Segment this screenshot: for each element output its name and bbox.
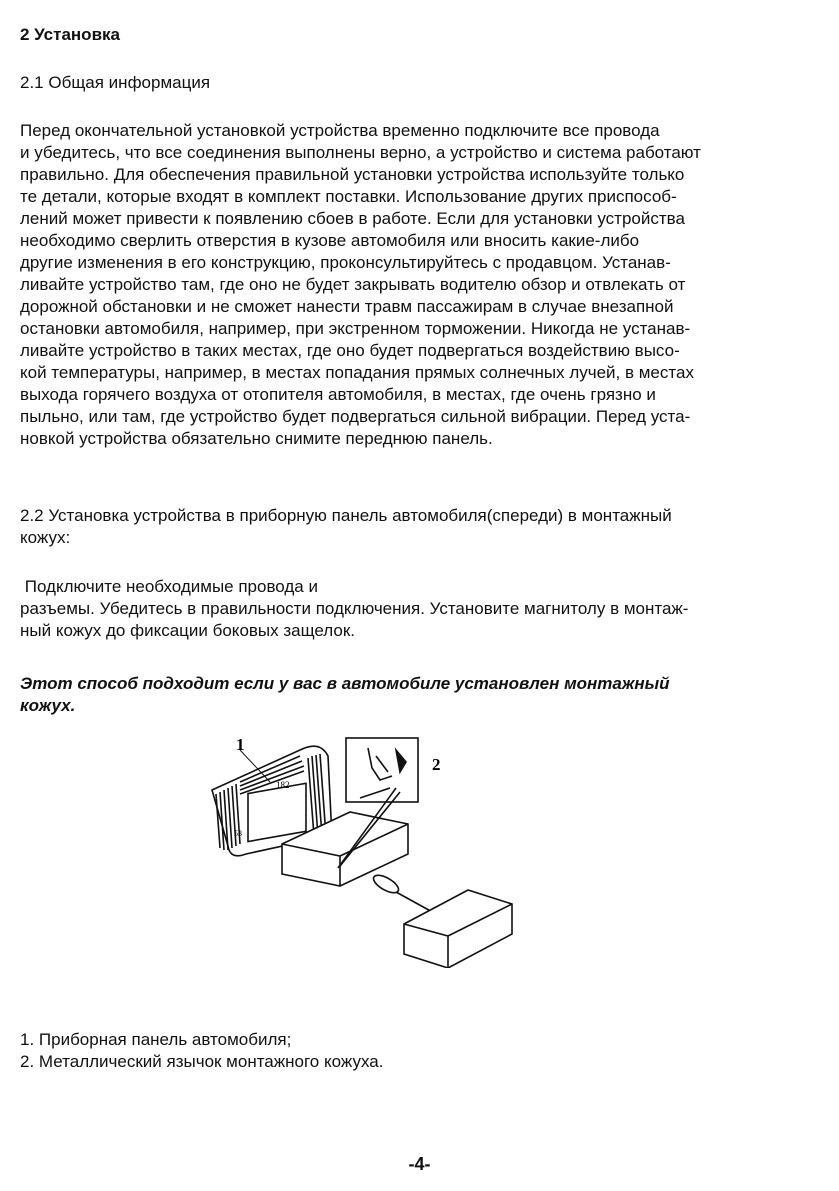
section-title: 2 Установка bbox=[20, 25, 120, 44]
figure-label-2: 2 bbox=[432, 755, 441, 774]
text-line: разъемы. Убедитесь в правильности подключения. Установите магнитолу в монтаж- bbox=[20, 599, 689, 618]
subsection-2-2-title bbox=[20, 505, 825, 549]
radio-unit bbox=[404, 890, 512, 968]
text-line: ливайте устройство в таких местах, где оно будет подвергаться воздействию высо- bbox=[20, 341, 680, 360]
text-line: выхода горячего воздуха от отопителя автомобиля, в местах, где очень грязно и bbox=[20, 385, 656, 404]
text-line: необходимо сверлить отверстия в кузове автомобиля или вносить какие-либо bbox=[20, 231, 640, 250]
text-line: другие изменения в его конструкцию, проконсультируйтесь с продавцом. Устанав- bbox=[20, 253, 671, 272]
text-line: ный кожух до фиксации боковых защелок. bbox=[20, 621, 356, 640]
text-line: пыльно, или там, где устройство будет подвергаться сильной вибрации. Перед уста- bbox=[20, 407, 691, 426]
page-number: -4- bbox=[408, 1154, 431, 1174]
text-line: лений может привести к появлению сбоев в работе. Если для установки устройства bbox=[20, 209, 685, 228]
install-paragraph bbox=[20, 576, 825, 642]
dimension-width: 182 bbox=[276, 780, 290, 790]
legend-item: 2. Металлический язычок монтажного кожуха. bbox=[20, 1052, 384, 1071]
dimension-height: 53 bbox=[234, 829, 242, 838]
figure-label-1: 1 bbox=[236, 735, 245, 754]
text-line: ливайте устройство там, где оно не будет закрывать водителю обзор и отвлекать от bbox=[20, 275, 686, 294]
intro-paragraph bbox=[20, 120, 825, 450]
text-line: и убедитесь, что все соединения выполнены верно, а устройство и система работают bbox=[20, 143, 701, 162]
figure-legend bbox=[20, 1029, 825, 1073]
installation-figure bbox=[200, 728, 520, 968]
text-line: новкой устройства обязательно снимите переднюю панель. bbox=[20, 429, 493, 448]
text-line: Перед окончательной установкой устройства временно подключите все провода bbox=[20, 121, 660, 140]
text-line: 2.2 Установка устройства в приборную панель автомобиля(спереди) в монтажный bbox=[20, 506, 672, 525]
text-line: те детали, которые входят в комплект поставки. Использование других приспособ- bbox=[20, 187, 677, 206]
note-text bbox=[20, 673, 825, 717]
text-line: дорожной обстановки и не сможет нанести травм пассажирам в случае внезапной bbox=[20, 297, 674, 316]
subsection-title: 2.1 Общая информация bbox=[20, 73, 211, 92]
text-line: кожух: bbox=[20, 528, 71, 547]
callout-box bbox=[346, 738, 418, 802]
text-line: кой температуры, например, в местах попадания прямых солнечных лучей, в местах bbox=[20, 363, 694, 382]
legend-item: 1. Приборная панель автомобиля; bbox=[20, 1030, 292, 1049]
text-line: остановки автомобиля, например, при экстренном торможении. Никогда не устанав- bbox=[20, 319, 691, 338]
text-line: кожух. bbox=[20, 696, 76, 715]
text-line: Этот способ подходит если у вас в автомобиле установлен монтажный bbox=[20, 674, 670, 693]
text-line: правильно. Для обеспечения правильной установки устройства используйте только bbox=[20, 165, 685, 184]
text-line: Подключите необходимые провода и bbox=[20, 577, 318, 596]
